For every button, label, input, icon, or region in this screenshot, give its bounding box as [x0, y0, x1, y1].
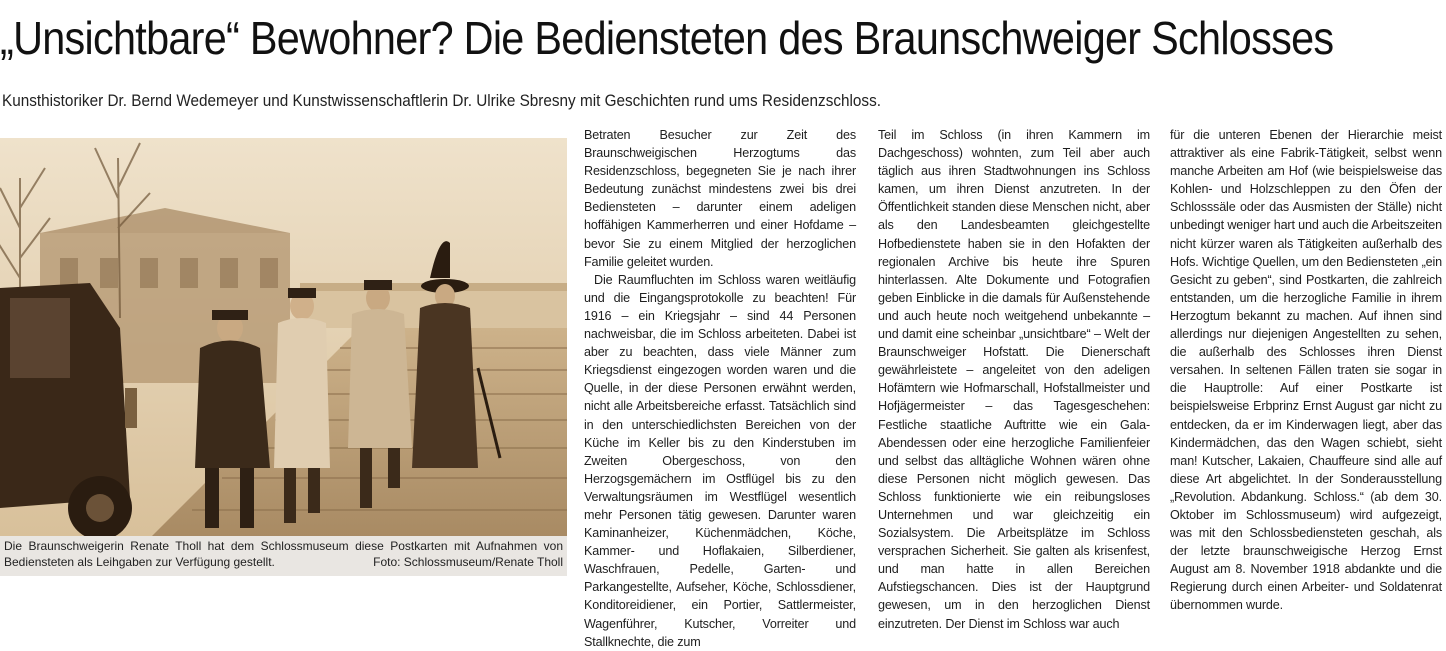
photo-caption [0, 536, 567, 576]
historic-photo [0, 138, 567, 538]
paragraph: für die unteren Ebenen der Hierarchie meist attraktiver als eine Fabrik-Tätigkeit, selbst wenn manche Arbeiten am Hof (wie beispielsweise das Kohlen- und Holzschleppen zu den Öfen der Schlosssäle oder das Ausmisten der Ställe) nicht unbedingt weniger hart und auch die Arbeitszeiten nicht kürzer waren als Tätigkeiten außerhalb des Hofs. Wichtige Quellen, um den Bediensteten „ein Gesicht zu geben“, sind Postkarten, die zahlreich entstanden, um die herzogliche Familie in ihrem Herzogtum bekannt zu machen. Auf ihnen sind allerdings nur diejenigen Angestellten zu sehen, die außerhalb des Schlosses ihren Dienst versahen. In seltenen Fällen traten sie sogar in die Hauptrolle: Auf einer Postkarte ist beispielsweise Erbprinz Ernst August gar nicht zu entdecken, da er im Kinderwagen liegt, aber das Kindermädchen, das den Wagen schiebt, sieht man! Kutscher, Lakaien, Chauffeure sind alle auf diese Art abgelichtet. In der Sonderausstellung „Revolution. Abdankung. Schloss.“ (ab dem 30. Oktober im Schlossmuseum) wird aufgezeigt, was mit den Schlossbediensteten geschah, als der letzte braunschweigische Herzog Ernst August am 8. November 1918 abdankte und die Regierung durch einen Arbeiter- und Soldatenrat übernommen wurde. [1170, 128, 1443, 613]
paragraph: Betraten Besucher zur Zeit des Braunschweigischen Herzogtums das Residenzschloss, begegneten Sie je nach ihrer Bedeutung zunächst mindestens zwei bis drei Bediensteten – darunter einem adeligen hoffähigen Kammerherren und einer Hofdame – bevor Sie zu einem Mitglied der herzoglichen Familie geleitet wurden. [584, 128, 856, 269]
article-column-3 [1170, 126, 1443, 613]
caption-text: Die Braunschweigerin Renate Tholl hat dem Schlossmuseum diese Postkarten mit Aufnahmen von Bediensteten als Leihgaben zur Verfügung gestellt. [4, 539, 563, 569]
headline: „Unsichtbare“ Bewohner? Die Bediensteten des Braunschweiger Schlosses [0, 12, 1334, 64]
article-column-1 [584, 126, 856, 649]
paragraph: Teil im Schloss (in ihren Kammern im Dachgeschoss) wohnten, zum Teil aber auch täglich aus ihren Stadtwohnungen ins Schloss kamen, um ihren Dienst anzutreten. In der Öffentlichkeit standen diese Menschen nicht, aber als den Landesbeamten gleichgestellte Hofbedienstete haben sie in den Hofakten der regionalen Archive bis heute ihre Spuren hinterlassen. Alte Dokumente und Fotografien geben Einblicke in die damals für Außenstehende und auch heute noch weitgehend unbekannte – und damit eine scheinbar „unsichtbare“ – Welt der Braunschweiger Hofstatt. Die Dienerschaft gewährleistete – angeleitet von den adeligen Hofämtern wie Hofmarschall, Hofstallmeister und Hofjägermeister – das Tagesgeschehen: Festliche staatliche Auftritte wie ein Gala-Abendessen oder eine herzogliche Familienfeier und selbst das alltägliche Wohnen wären ohne diese Personen nicht möglich gewesen. Das Schloss funktionierte wie ein reibungsloses Unternehmen und war gleichzeitig ein Sozialsystem. Die Arbeitsplätze im Schloss versprachen Sicherheit. Sie galten als krisenfest, und man hatte in allen Bereichen Aufstiegschancen. Dies ist der Hauptgrund gewesen, um in den herzoglichen Dienst einzutreten. Der Dienst im Schloss war auch [878, 128, 1150, 631]
paragraph: Die Raumfluchten im Schloss waren weitläufig und die Eingangsprotokolle zu beachten! Für 1916 – ein Kriegsjahr – sind 44 Personen nachweisbar, die im Schloss arbeiteten. Dabei ist aber zu beachten, dass viele Männer zum Kriegsdienst eingezogen worden waren und die Quelle, in der diese Personen erwähnt werden, nicht alle Arbeitsbereiche erfasst. Tatsächlich sind in den unterschiedlichsten Bereichen von der Küche im Keller bis zu den Kinderstuben im Zweiten Obergeschoss, von den Herzogsgemächern im Ostflügel bis zu den Verwaltungsräumen im Westflügel wesentlich mehr Personen tätig gewesen. Darunter waren Kaminanheizer, Küchenmädchen, Köche, Kammer- und Hoflakaien, Silberdiener, Waschfrauen, Pedelle, Garten- und Parkangestellte, Aufseher, Köche, Schlossdiener, Konditoreidiener, ein Portier, Sattlermeister, Wagenführer, Kutscher, Vorreiter und Stallknechte, die zum [584, 272, 856, 649]
subline: Kunsthistoriker Dr. Bernd Wedemeyer und Kunstwissenschaftlerin Dr. Ulrike Sbresny mit Geschichten rund ums Residenzschloss. [2, 91, 881, 110]
photo-credit: Foto: Schlossmuseum/Renate Tholl [373, 555, 563, 569]
article-column-2 [878, 126, 1150, 631]
article-figure [0, 138, 567, 573]
